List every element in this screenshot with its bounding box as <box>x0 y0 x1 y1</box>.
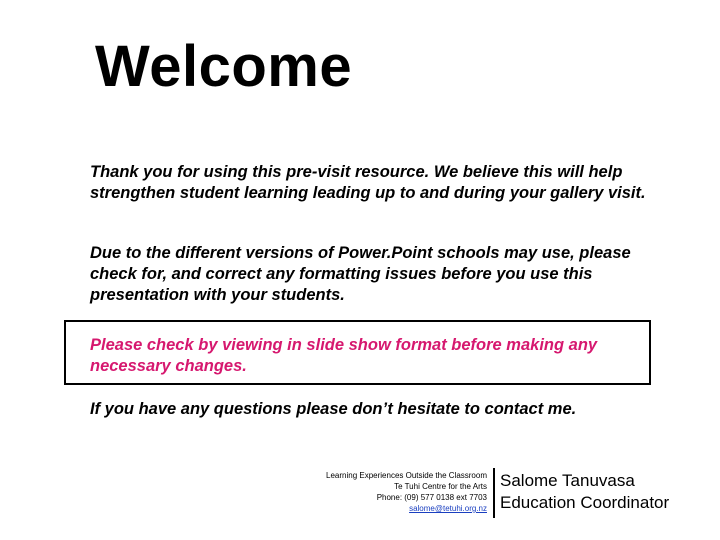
contact-email-link[interactable]: salome@tetuhi.org.nz <box>409 504 487 513</box>
signature-divider <box>493 468 495 518</box>
intro-paragraph: Thank you for using this pre-visit resource. We believe this will help strengthen student learning leading up to and during your gallery visit. <box>90 163 646 202</box>
signature-name: Salome Tanuvasa <box>500 471 635 490</box>
signature-block <box>500 470 669 514</box>
notice-text: Please check by viewing in slide show format before making any necessary changes. <box>90 336 598 375</box>
formatting-paragraph: Due to the different versions of Power.Point schools may use, please check for, and correct any formatting issues before you use this presentation with your students. <box>90 244 631 304</box>
contact-organisation-line: Learning Experiences Outside the Classroom <box>326 471 487 480</box>
contact-venue-line: Te Tuhi Centre for the Arts <box>394 482 487 491</box>
contact-prompt-paragraph: If you have any questions please don’t hesitate to contact me. <box>90 400 577 418</box>
signature-role: Education Coordinator <box>500 493 670 512</box>
contact-phone-line: Phone: (09) 577 0138 ext 7703 <box>376 493 487 502</box>
contact-details <box>290 470 487 514</box>
slide-title: Welcome <box>95 34 353 99</box>
